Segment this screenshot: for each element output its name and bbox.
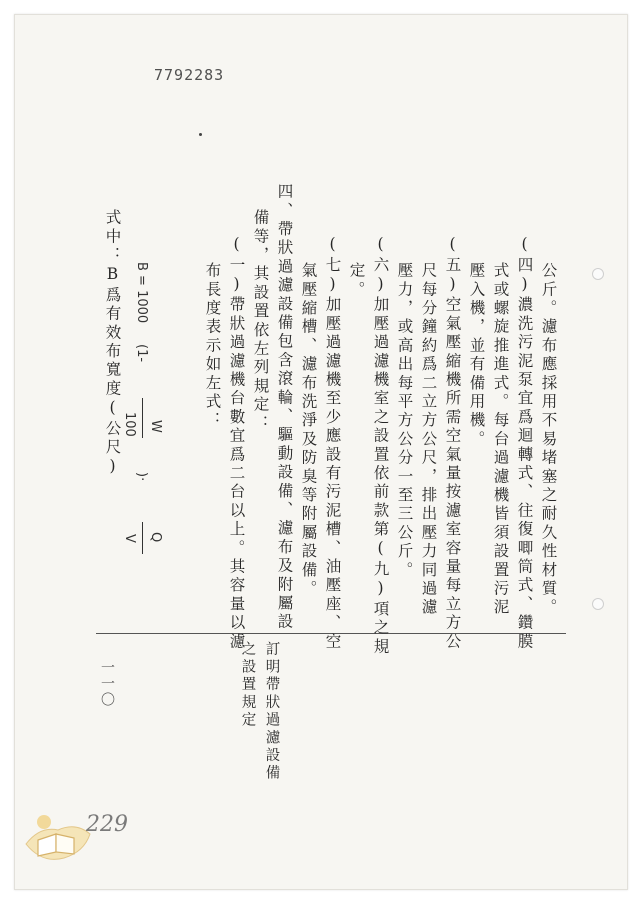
- formula-frac-numerator: W: [148, 420, 163, 433]
- formula-tail-numerator: Q: [148, 532, 163, 543]
- text-column: 壓入機，並有備用機。: [467, 262, 486, 449]
- document-id: 7792283: [154, 66, 225, 84]
- formula-tail-denominator: V: [122, 534, 137, 543]
- text-column: (四)濃洗污泥泵宜爲迴轉式、往復唧筒式、鑽膜: [515, 235, 534, 652]
- formula: [122, 262, 164, 592]
- page-number: 一一〇: [99, 660, 115, 708]
- handwritten-page-number: 229: [86, 812, 128, 837]
- formula-lhs: B = 1000: [134, 262, 149, 324]
- text-column: 四、帶狀過濾設備包含滾輪、驅動設備、濾布及附屬設: [275, 183, 294, 632]
- formula-frac-denominator: 100: [122, 412, 137, 437]
- binder-hole: [592, 598, 604, 610]
- text-column: 定。: [347, 262, 366, 300]
- side-note: 之設置規定: [239, 641, 256, 730]
- text-column: 布長度表示如左式：: [203, 262, 222, 431]
- text-column: 公斤。濾布應採用不易堵塞之耐久性材質。: [539, 262, 558, 618]
- fraction-bar: [142, 398, 143, 438]
- text-column: 壓力，或高出每平方公分一至三公斤。: [395, 262, 414, 580]
- text-column: 式中：B爲有效布寬度(公尺): [103, 209, 122, 479]
- binder-hole: [592, 268, 604, 280]
- text-column: 備等，其設置依左列規定：: [251, 209, 270, 434]
- text-column: (七)加壓過濾機至少應設有污泥槽、油壓座、空: [323, 235, 342, 652]
- text-column: (五)空氣壓縮機所需空氣量按濾室容量每立方公: [443, 235, 462, 652]
- side-note: 訂明帶狀過濾設備: [263, 641, 280, 783]
- text-column: 尺每分鐘約爲二立方公尺，排出壓力同過濾: [419, 262, 438, 618]
- text-column: 氣壓縮槽、濾布洗淨及防臭等附屬設備。: [299, 262, 318, 599]
- text-column: 式或螺旋推進式。每台過濾機皆須設置污泥: [491, 262, 510, 618]
- fraction-bar: [142, 522, 143, 554]
- formula-paren-close: )·: [134, 472, 149, 482]
- ink-speck: [199, 133, 202, 136]
- text-column: (一)帶狀過濾機台數宜爲二台以上。其容量以濾: [227, 235, 246, 652]
- text-column: (六)加壓過濾機室之設置依前款第(九)項之規: [371, 235, 390, 657]
- formula-paren-open: (1-: [134, 344, 149, 363]
